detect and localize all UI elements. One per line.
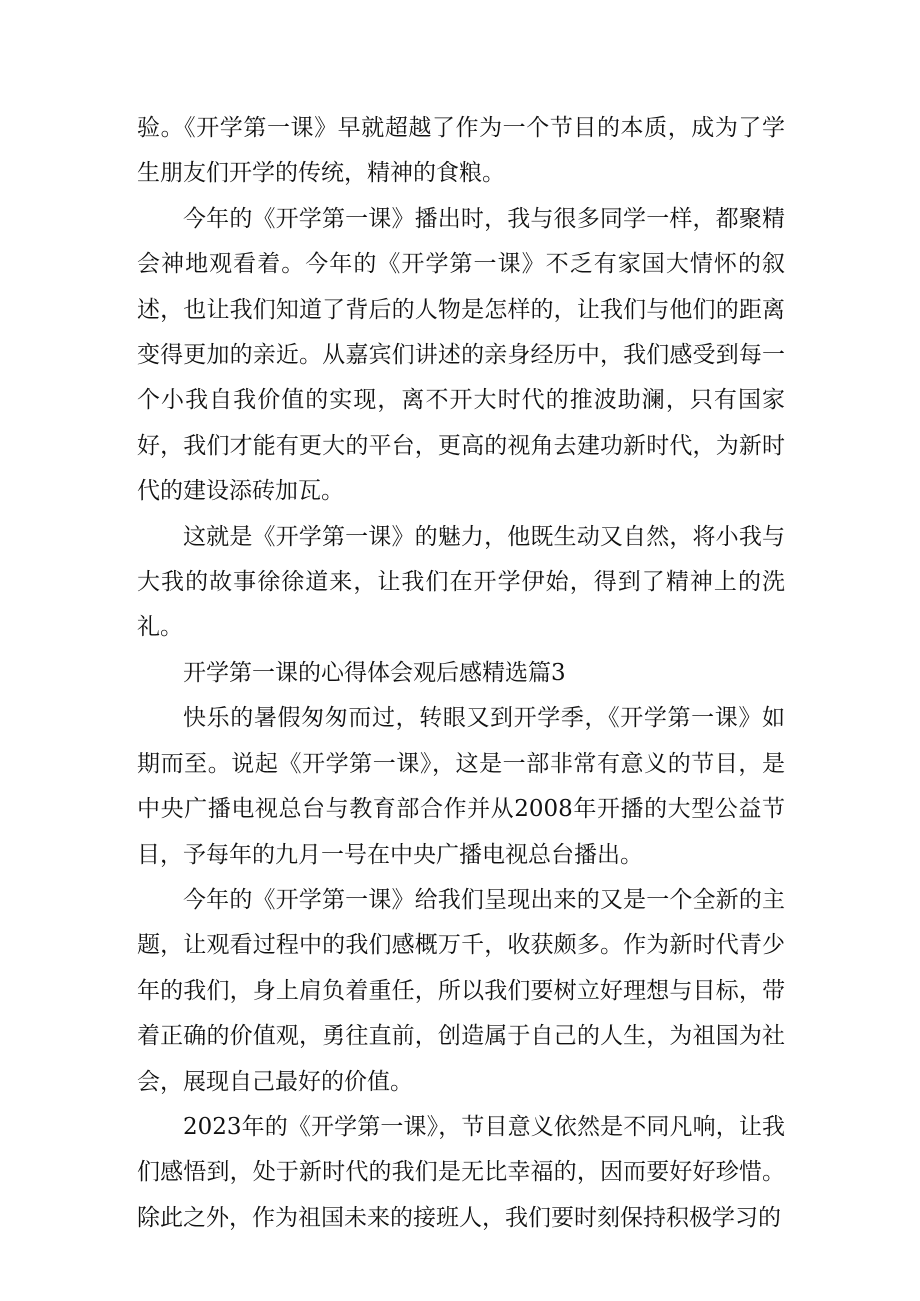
paragraph-charm: 这就是《开学第一课》的魅力，他既生动又自然，将小我与大我的故事徐徐道来，让我们在开学伊始，得到了精神上的洗礼。 — [137, 523, 785, 641]
paragraph-continuation: 验。《开学第一课》早就超越了作为一个节目的本质，成为了学生朋友们开学的传统，精神的食粮。 — [137, 115, 785, 187]
paragraph-introduction: 快乐的暑假匆匆而过，转眼又到开学季，《开学第一课》如期而至。说起《开学第一课》，这是一部非常有意义的节目，是中央广播电视总台与教育部合作并从2008年开播的大型公益节目，予每年的九月一号在中央广播电视总台播出。 — [137, 705, 785, 868]
paragraph-2023: 2023年的《开学第一课》，节目意义依然是不同凡响，让我们感悟到，处于新时代的我们是无比幸福的，因而要好好珍惜。除此之外，作为祖国未来的接班人，我们要时刻保持积极学习的 — [137, 1113, 785, 1231]
section-heading: 开学第一课的心得体会观后感精选篇3 — [183, 659, 566, 686]
paragraph-theme: 今年的《开学第一课》给我们呈现出来的又是一个全新的主题，让观看过程中的我们感概万千，收获颇多。作为新时代青少年的我们，身上肩负着重任，所以我们要树立好理想与目标，带着正确的价值观，勇往直前，创造属于自己的人生，为祖国为社会，展现自己最好的价值。 — [137, 886, 785, 1095]
paragraph-viewing-experience: 今年的《开学第一课》播出时，我与很多同学一样，都聚精会神地观看着。今年的《开学第一课》不乏有家国大情怀的叙述，也让我们知道了背后的人物是怎样的，让我们与他们的距离变得更加的亲近。从嘉宾们讲述的亲身经历中，我们感受到每一个小我自我价值的实现，离不开大时代的推波助澜，只有国家好，我们才能有更大的平台，更高的视角去建功新时代，为新时代的建设添砖加瓦。 — [137, 205, 785, 505]
document-page — [137, 106, 785, 1241]
